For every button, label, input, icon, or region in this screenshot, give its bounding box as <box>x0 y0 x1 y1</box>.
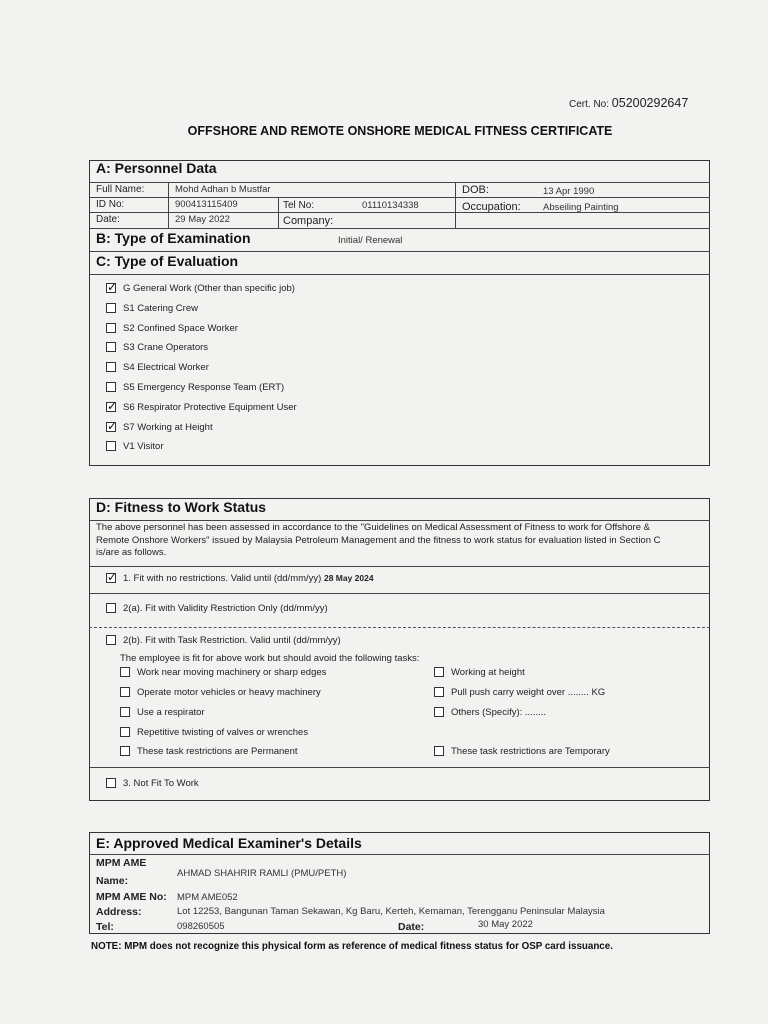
section-e-title: E: Approved Medical Examiner's Details <box>96 835 362 851</box>
restriction-label: Work near moving machinery or sharp edges <box>137 667 327 678</box>
tel-value: 01110134338 <box>362 200 419 211</box>
evaluation-label: S6 Respirator Protective Equipment User <box>123 402 297 413</box>
restriction-label: Working at height <box>451 667 525 678</box>
address-label: Address: <box>96 906 142 918</box>
evaluation-checkbox[interactable] <box>106 283 116 293</box>
full-name-value: Mohd Adhan b Mustfar <box>175 184 271 195</box>
restriction-label: Pull push carry weight over ........ KG <box>451 687 606 698</box>
dob-value: 13 Apr 1990 <box>543 186 595 197</box>
occupation-label: Occupation: <box>462 201 521 213</box>
tel-label: Tel No: <box>283 200 315 211</box>
ame-name-label-1: MPM AME <box>96 857 147 869</box>
date-value: 29 May 2022 <box>175 214 230 225</box>
restriction-checkbox[interactable] <box>120 727 130 737</box>
id-value: 900413115409 <box>175 199 238 210</box>
opt1-text: 1. Fit with no restrictions. Valid until (dd/mm/yy) <box>123 573 322 584</box>
restriction-label: Use a respirator <box>137 707 205 718</box>
restriction-label: These task restrictions are Temporary <box>451 746 610 757</box>
ame-date-label: Date: <box>398 921 425 933</box>
id-label: ID No: <box>96 199 125 210</box>
evaluation-checkbox[interactable] <box>106 402 116 412</box>
evaluation-label: S1 Catering Crew <box>123 303 198 314</box>
fitness-intro-line-1: The above personnel has been assessed in accordance to the "Guidelines on Medical Assessment of Fitness to work for Offshore & <box>96 522 650 533</box>
cert-number-label: Cert. No: <box>569 99 610 110</box>
restriction-checkbox[interactable] <box>434 687 444 697</box>
fitness-intro-line-3: is/are as follows. <box>96 547 167 558</box>
evaluation-label: S2 Confined Space Worker <box>123 323 238 334</box>
restriction-checkbox[interactable] <box>120 707 130 717</box>
evaluation-label: S5 Emergency Response Team (ERT) <box>123 382 285 393</box>
restriction-checkbox[interactable] <box>120 667 130 677</box>
evaluation-checkbox[interactable] <box>106 422 116 432</box>
opt2b-checkbox[interactable] <box>106 635 116 645</box>
restriction-label: These task restrictions are Permanent <box>137 746 298 757</box>
opt1-label <box>123 573 374 584</box>
evaluation-label: G General Work (Other than specific job) <box>123 283 295 294</box>
ame-tel-label: Tel: <box>96 921 114 933</box>
exam-type-value: Initial/ Renewal <box>338 235 403 246</box>
company-label: Company: <box>283 215 334 227</box>
ame-tel-value: 098260505 <box>177 921 225 932</box>
fitness-intro <box>96 522 701 560</box>
restriction-checkbox[interactable] <box>120 687 130 697</box>
evaluation-checkbox[interactable] <box>106 303 116 313</box>
dob-label: DOB: <box>462 184 489 196</box>
restriction-checkbox[interactable] <box>434 667 444 677</box>
page-title: OFFSHORE AND REMOTE ONSHORE MEDICAL FITNESS CERTIFICATE <box>187 124 613 138</box>
opt3-label: 3. Not Fit To Work <box>123 778 199 789</box>
full-name-label: Full Name: <box>96 184 145 195</box>
fitness-intro-line-2: Remote Onshore Workers" issued by Malaysia Petroleum Management and the fitness to work status for evaluation listed in Section C <box>96 534 661 546</box>
cert-number: 05200292647 <box>611 96 689 110</box>
opt1-date: 28 May 2024 <box>323 573 374 583</box>
ame-date-value: 30 May 2022 <box>478 919 533 930</box>
opt2a-label: 2(a). Fit with Validity Restriction Only (dd/mm/yy) <box>123 603 328 614</box>
restriction-label: Others (Specify): ........ <box>451 707 547 718</box>
ame-no-value: MPM AME052 <box>177 892 238 903</box>
section-a-title: A: Personnel Data <box>96 160 217 176</box>
restriction-checkbox[interactable] <box>434 746 444 756</box>
evaluation-label: S4 Electrical Worker <box>123 362 209 373</box>
evaluation-checkbox[interactable] <box>106 441 116 451</box>
evaluation-checkbox[interactable] <box>106 382 116 392</box>
restriction-label: Repetitive twisting of valves or wrenches <box>137 727 309 738</box>
evaluation-checkbox[interactable] <box>106 342 116 352</box>
evaluation-label: V1 Visitor <box>123 441 164 452</box>
restriction-checkbox[interactable] <box>434 707 444 717</box>
occupation-value: Abseiling Painting <box>543 202 619 213</box>
evaluation-checkbox[interactable] <box>106 362 116 372</box>
note: NOTE: MPM does not recognize this physical form as reference of medical fitness status for OSP card issuance. <box>91 941 613 952</box>
opt2b-label: 2(b). Fit with Task Restriction. Valid until (dd/mm/yy) <box>123 635 341 646</box>
section-c-title: C: Type of Evaluation <box>96 253 239 269</box>
restriction-checkbox[interactable] <box>120 746 130 756</box>
restriction-label: Operate motor vehicles or heavy machinery <box>137 687 321 698</box>
section-d-title: D: Fitness to Work Status <box>96 499 267 515</box>
ame-name-label-2: Name: <box>96 875 129 887</box>
evaluation-checkbox[interactable] <box>106 323 116 333</box>
opt2a-checkbox[interactable] <box>106 603 116 613</box>
evaluation-label: S7 Working at Height <box>123 422 213 433</box>
evaluation-label: S3 Crane Operators <box>123 342 209 353</box>
opt1-checkbox[interactable] <box>106 573 116 583</box>
address-value: Lot 12253, Bangunan Taman Sekawan, Kg Baru, Kerteh, Kemaman, Terengganu Peninsular Malaysia <box>177 906 605 917</box>
restriction-intro: The employee is fit for above work but should avoid the following tasks: <box>120 653 420 664</box>
ame-no-label: MPM AME No: <box>96 891 167 903</box>
section-b-title: B: Type of Examination <box>96 230 251 246</box>
cert-number-line <box>569 96 688 110</box>
ame-name-value: AHMAD SHAHRIR RAMLI (PMU/PETH) <box>177 868 347 879</box>
date-label: Date: <box>96 214 120 225</box>
opt3-checkbox[interactable] <box>106 778 116 788</box>
